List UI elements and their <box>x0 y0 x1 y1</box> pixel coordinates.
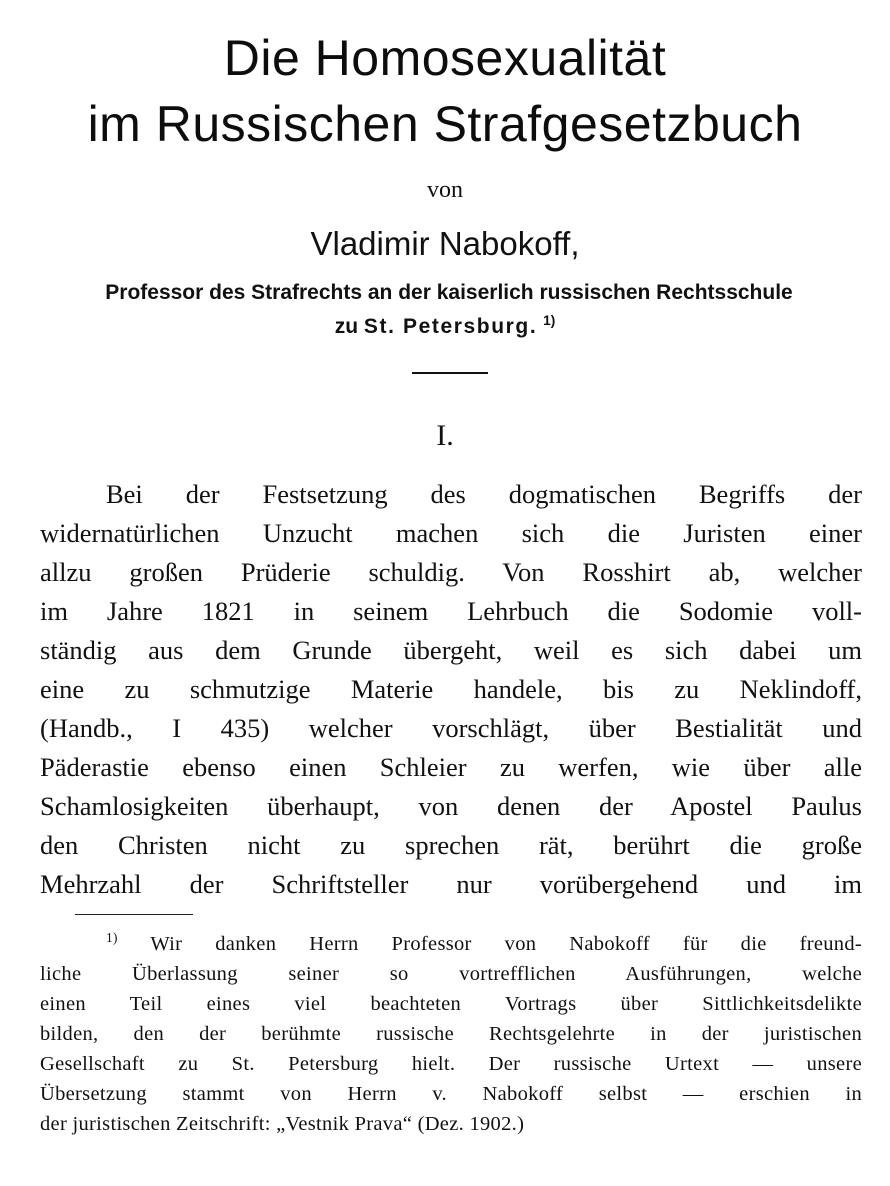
footnote-line: Gesellschaft zu St. Petersburg hielt. Der russische Urtext — unsere <box>40 1053 862 1075</box>
footnote-line: bilden, den der berühmte russische Rechtsgelehrte in der juristischen <box>40 1023 862 1045</box>
footnote-line: Übersetzung stammt von Herrn v. Nabokoff selbst — erschien in <box>40 1083 862 1105</box>
body-line: Päderastie ebenso einen Schleier zu werfen, wie über alle <box>40 752 862 782</box>
byline: von <box>427 177 463 203</box>
body-line: (Handb., I 435) welcher vorschlägt, über Bestialität und <box>40 713 862 743</box>
author-name: Vladimir Nabokoff, <box>310 225 580 262</box>
title-divider <box>412 372 488 374</box>
footnote-text: Wir danken Herrn Professor von Nabokoff für die freund- <box>150 933 862 955</box>
title-line-2: im Russischen Strafgesetzbuch <box>87 96 803 152</box>
affiliation-prefix: zu <box>334 315 359 338</box>
affiliation-footnote-marker: 1) <box>543 313 556 328</box>
footnote-line: liche Überlassung seiner so vortrefflichen Ausführungen, welche <box>40 963 862 985</box>
body-line: den Christen nicht zu sprechen rät, berührt die große <box>40 830 862 860</box>
body-line: eine zu schmutzige Materie handele, bis zu Neklindoff, <box>40 674 862 704</box>
footnote-divider <box>75 914 193 915</box>
footnote-line: der juristischen Zeitschrift: „Vestnik Prava“ (Dez. 1902.) <box>40 1113 525 1135</box>
body-line: widernatürlichen Unzucht machen sich die Juristen einer <box>40 518 862 548</box>
title-line-1: Die Homosexualität <box>223 30 667 86</box>
affiliation-line-1: Professor des Strafrechts an der kaiserlich russischen Rechtsschule <box>105 281 793 304</box>
footnote-line <box>106 932 862 956</box>
body-line: Schamlosigkeiten überhaupt, von denen der Apostel Paulus <box>40 791 862 821</box>
footnote-line: einen Teil eines viel beachteten Vortrags über Sittlichkeitsdelikte <box>40 993 862 1015</box>
affiliation-city: St. Petersburg. <box>363 315 538 338</box>
body-line: Bei der Festsetzung des dogmatischen Begriffs der <box>106 479 862 509</box>
body-line: im Jahre 1821 in seinem Lehrbuch die Sodomie voll- <box>40 596 862 626</box>
footnote-marker: 1) <box>106 932 118 946</box>
body-line: ständig aus dem Grunde übergeht, weil es sich dabei um <box>40 635 862 665</box>
body-line: Mehrzahl der Schriftsteller nur vorübergehend und im <box>40 869 862 899</box>
body-line: allzu großen Prüderie schuldig. Von Rosshirt ab, welcher <box>40 557 862 587</box>
section-heading: I. <box>436 419 454 452</box>
affiliation-line-2 <box>0 314 890 340</box>
